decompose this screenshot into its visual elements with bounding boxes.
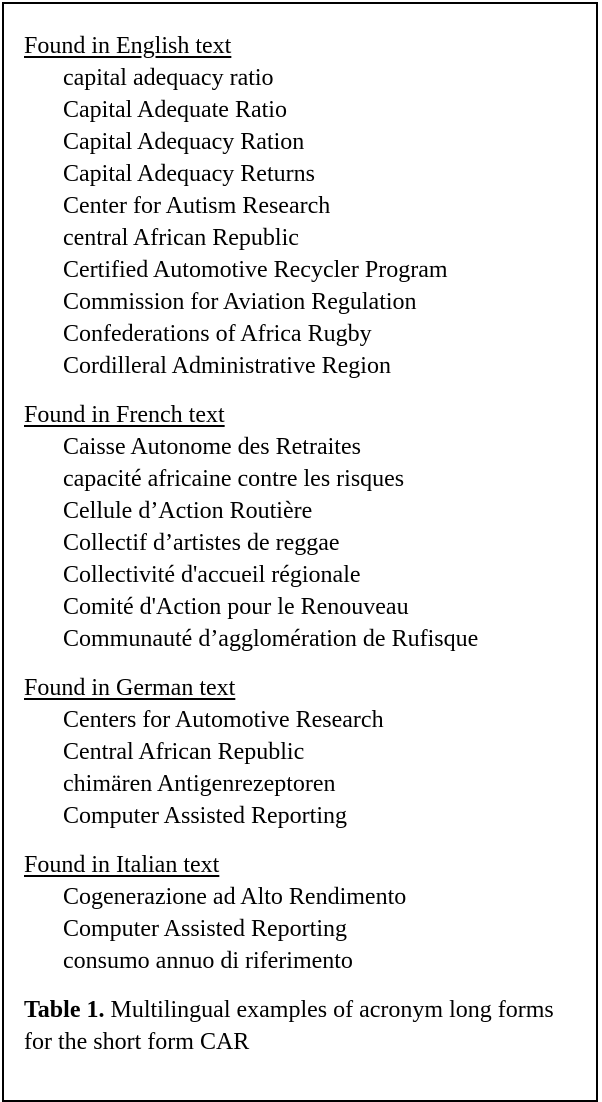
section-english xyxy=(24,30,602,382)
list-item: capacité africaine contre les risques xyxy=(63,466,405,492)
list-item: Capital Adequacy Returns xyxy=(63,161,315,187)
list-item: Cellule d’Action Routière xyxy=(63,498,313,524)
list-item: Collectif d’artistes de reggae xyxy=(63,530,340,556)
section-italian xyxy=(24,849,602,977)
table-caption xyxy=(24,994,584,1058)
list-item: Caisse Autonome des Retraites xyxy=(63,434,361,460)
section-french xyxy=(24,399,602,655)
list-item: Computer Assisted Reporting xyxy=(63,803,347,829)
section-header: Found in French text xyxy=(24,402,225,428)
list-item: Capital Adequacy Ration xyxy=(63,129,305,155)
list-item: Commission for Aviation Regulation xyxy=(63,289,417,315)
list-item: Central African Republic xyxy=(63,739,305,765)
list-item: Cordilleral Administrative Region xyxy=(63,353,391,379)
table-content xyxy=(24,30,602,1058)
list-item: Confederations of Africa Rugby xyxy=(63,321,372,347)
section-header: Found in Italian text xyxy=(24,852,220,878)
section-header: Found in German text xyxy=(24,675,236,701)
list-item: Communauté d’agglomération de Rufisque xyxy=(63,626,479,652)
list-item: Collectivité d'accueil régionale xyxy=(63,562,361,588)
list-item: central African Republic xyxy=(63,225,299,251)
list-item: Computer Assisted Reporting xyxy=(63,916,347,942)
list-item: chimären Antigenrezeptoren xyxy=(63,771,336,797)
list-item: Capital Adequate Ratio xyxy=(63,97,287,123)
list-item: Certified Automotive Recycler Program xyxy=(63,257,448,283)
list-item: Center for Autism Research xyxy=(63,193,331,219)
caption-label: Table 1. xyxy=(24,997,105,1023)
list-item: consumo annuo di riferimento xyxy=(63,948,353,974)
caption-text: Multilingual examples of acronym long forms for the short form CAR xyxy=(24,997,554,1055)
section-german xyxy=(24,672,602,832)
list-item: capital adequacy ratio xyxy=(63,65,274,91)
list-item: Comité d'Action pour le Renouveau xyxy=(63,594,409,620)
list-item: Centers for Automotive Research xyxy=(63,707,384,733)
list-item: Cogenerazione ad Alto Rendimento xyxy=(63,884,407,910)
section-header: Found in English text xyxy=(24,33,232,59)
